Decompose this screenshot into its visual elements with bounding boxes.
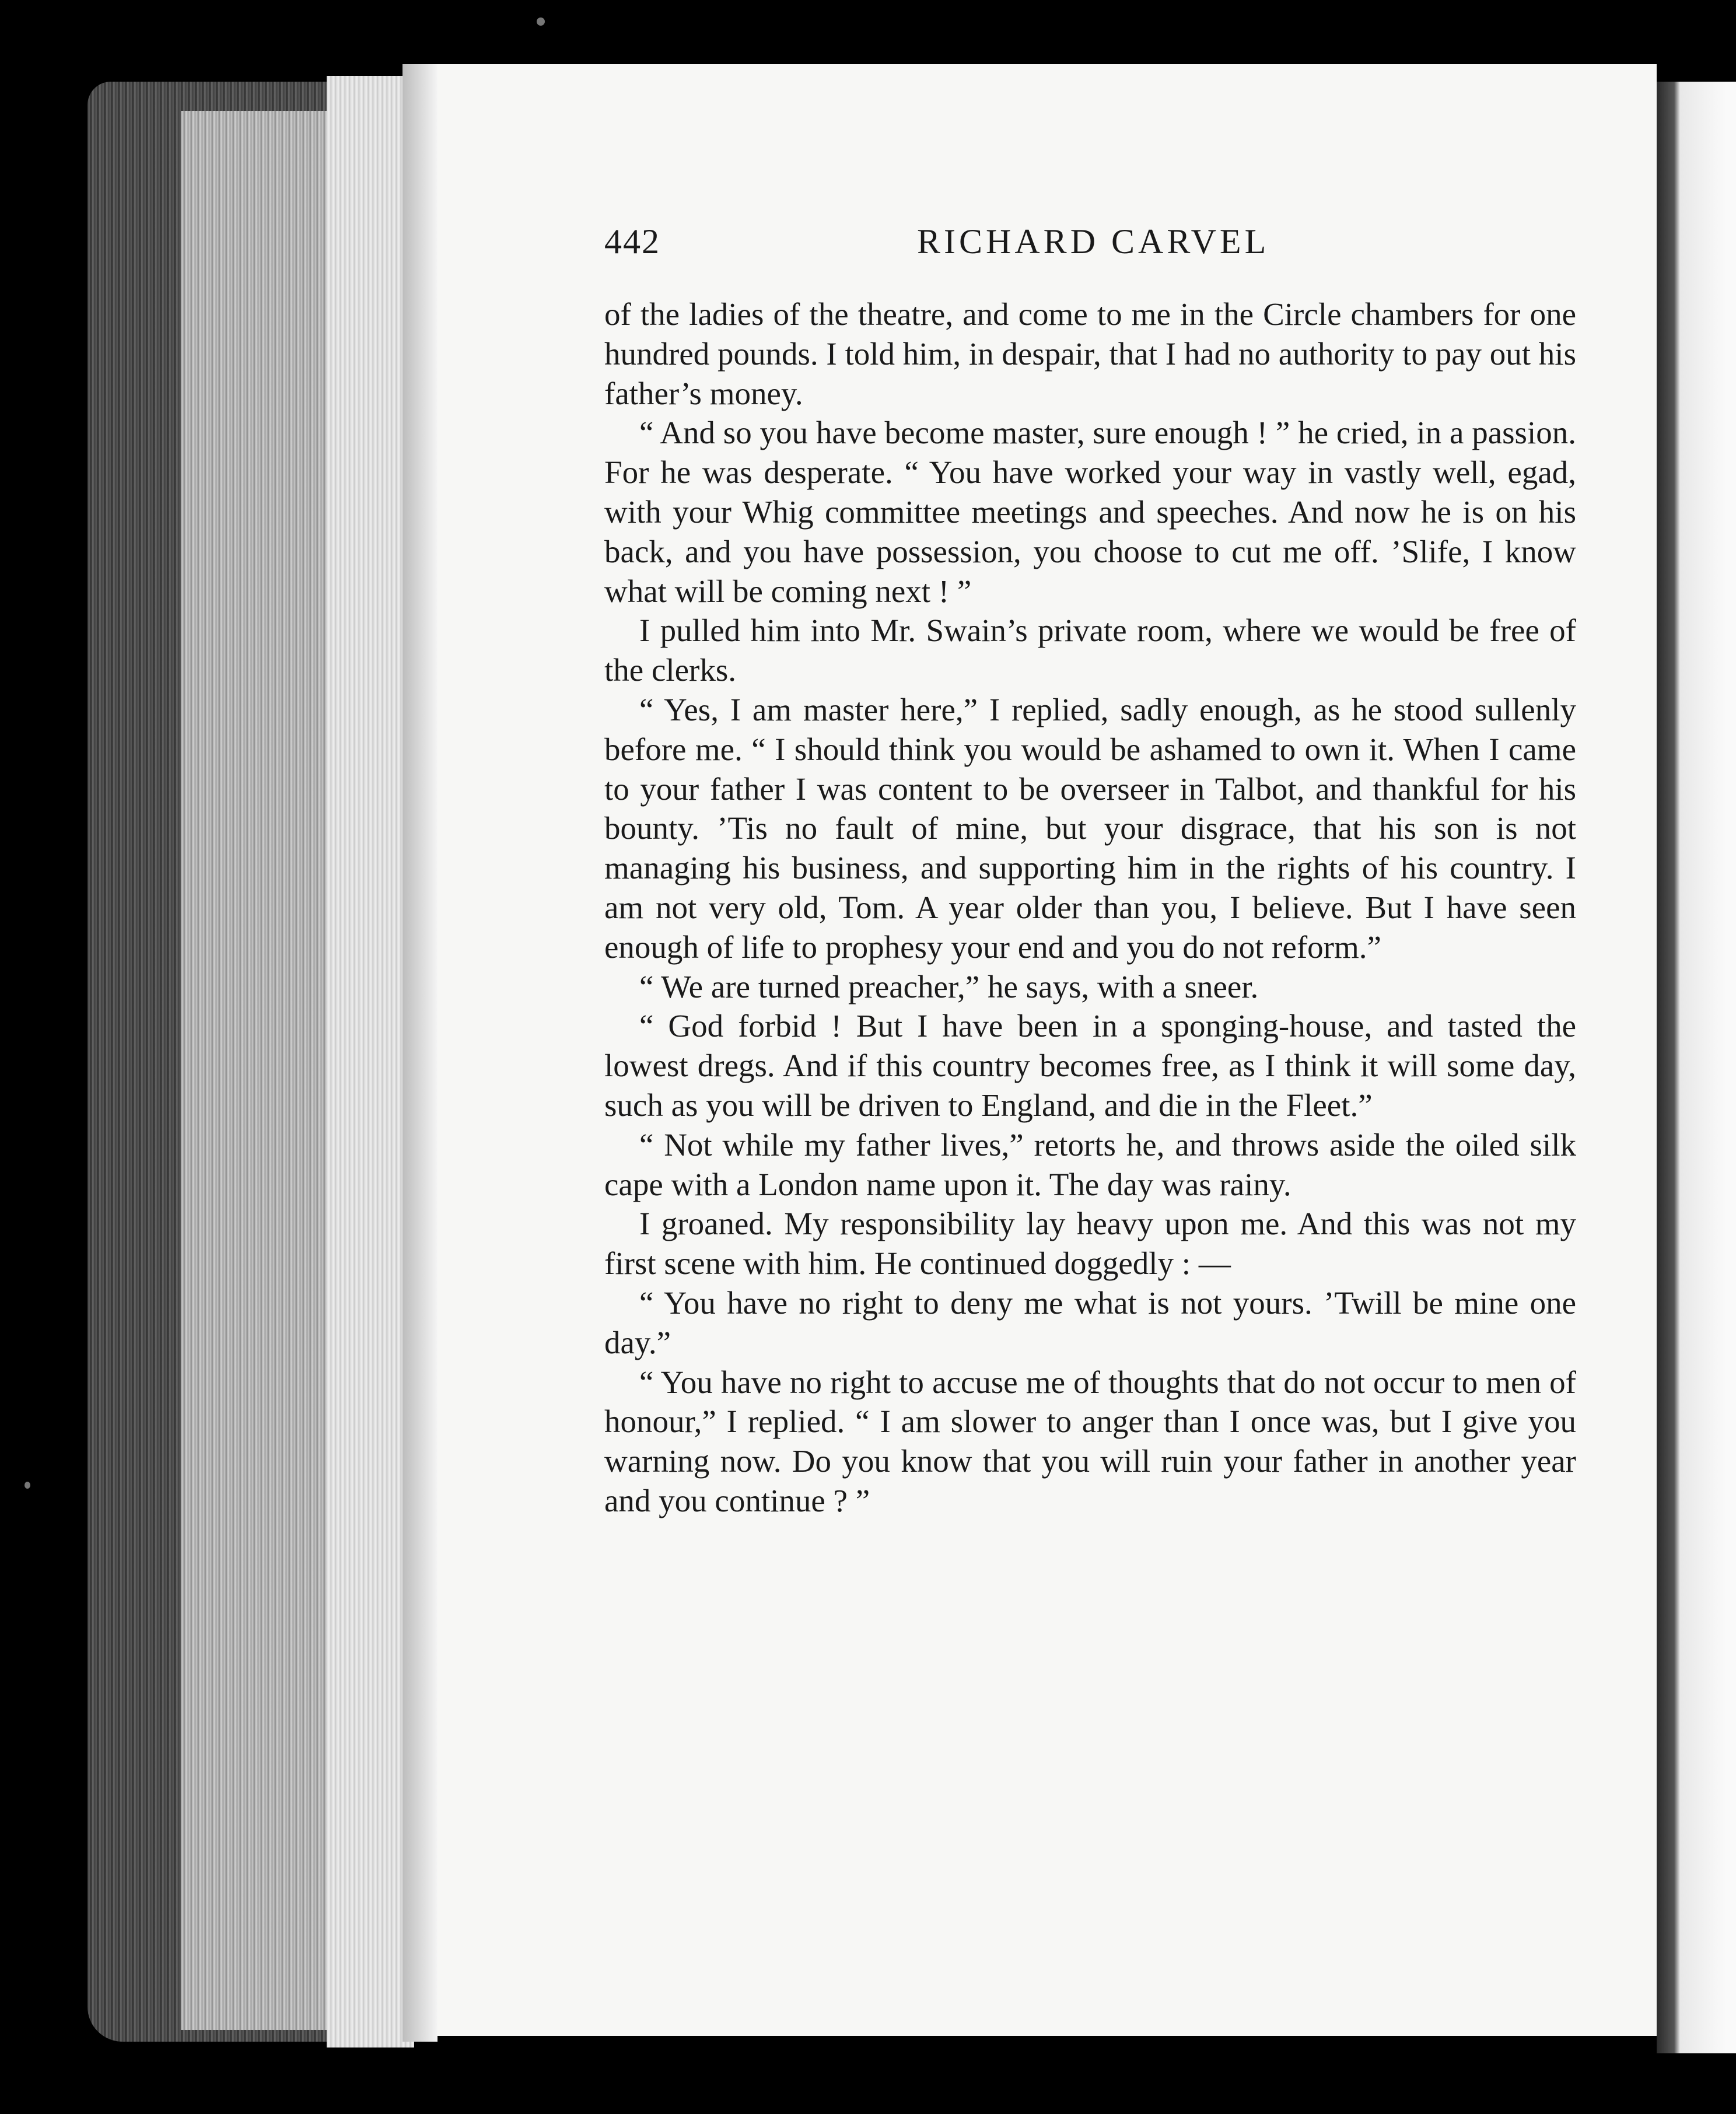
paragraph: “ God forbid ! But I have been in a sponging-house, and tasted the lowest dregs. And if this country becomes free, as I think it will some day, such as you will be driven to England, and die in the Fleet.” — [604, 1008, 1576, 1123]
page-number: 442 — [604, 222, 660, 261]
paragraph: “ You have no right to accuse me of thoughts that do not occur to men of honour,” I replied. “ I am slower to anger than I once was, but I give you warning now. Do you know that you will ruin your father in another year and you continue ? ” — [604, 1364, 1576, 1518]
page-gutter-shadow — [402, 64, 438, 2042]
body-text — [604, 295, 1576, 1521]
running-title: RICHARD CARVEL — [917, 222, 1270, 261]
paragraph: “ We are turned preacher,” he says, with a sneer. — [639, 968, 1259, 1005]
paragraph: I groaned. My responsibility lay heavy upon me. And this was not my first scene with him. He continued doggedly : — — [604, 1206, 1576, 1282]
paragraph: of the ladies of the theatre, and come to me in the Circle chambers for one hundred pounds. I told him, in despair, that I had no authority to pay out his father’s money. — [604, 296, 1576, 411]
paragraph: “ You have no right to deny me what is not yours. ’Twill be mine one day.” — [604, 1284, 1576, 1360]
paragraph: I pulled him into Mr. Swain’s private room, where we would be free of the clerks. — [604, 612, 1576, 688]
paragraph: “ And so you have become master, sure enough ! ” he cried, in a passion. For he was desperate. “ You have worked your way in vastly well, egad, with your Whig committee meetings and speeches. And now he is on his back, and you have possession, you choose to cut me off. ’Slife, I know what will be coming next ! ” — [604, 415, 1576, 609]
scan-speck — [537, 18, 545, 26]
facing-page-edge — [1657, 82, 1736, 2053]
paragraph: “ Yes, I am master here,” I replied, sadly enough, as he stood sullenly before me. “ I should think you would be ashamed to own it. When I came to your father I was content to be overseer in Talbot, and thankful for his bounty. ’Tis no fault of mine, but your disgrace, that his son is not managing his business, and supporting him in the rights of his country. I am not very old, Tom. A year older than you, I believe. But I have seen enough of life to prophesy your end and you do not reform.” — [604, 691, 1576, 965]
page-header — [604, 222, 1573, 268]
book-page-edges-inner — [327, 76, 414, 2048]
scan-speck — [24, 1482, 30, 1489]
paragraph: “ Not while my father lives,” retorts he, and throws aside the oiled silk cape with a London name upon it. The day was rainy. — [604, 1126, 1576, 1202]
